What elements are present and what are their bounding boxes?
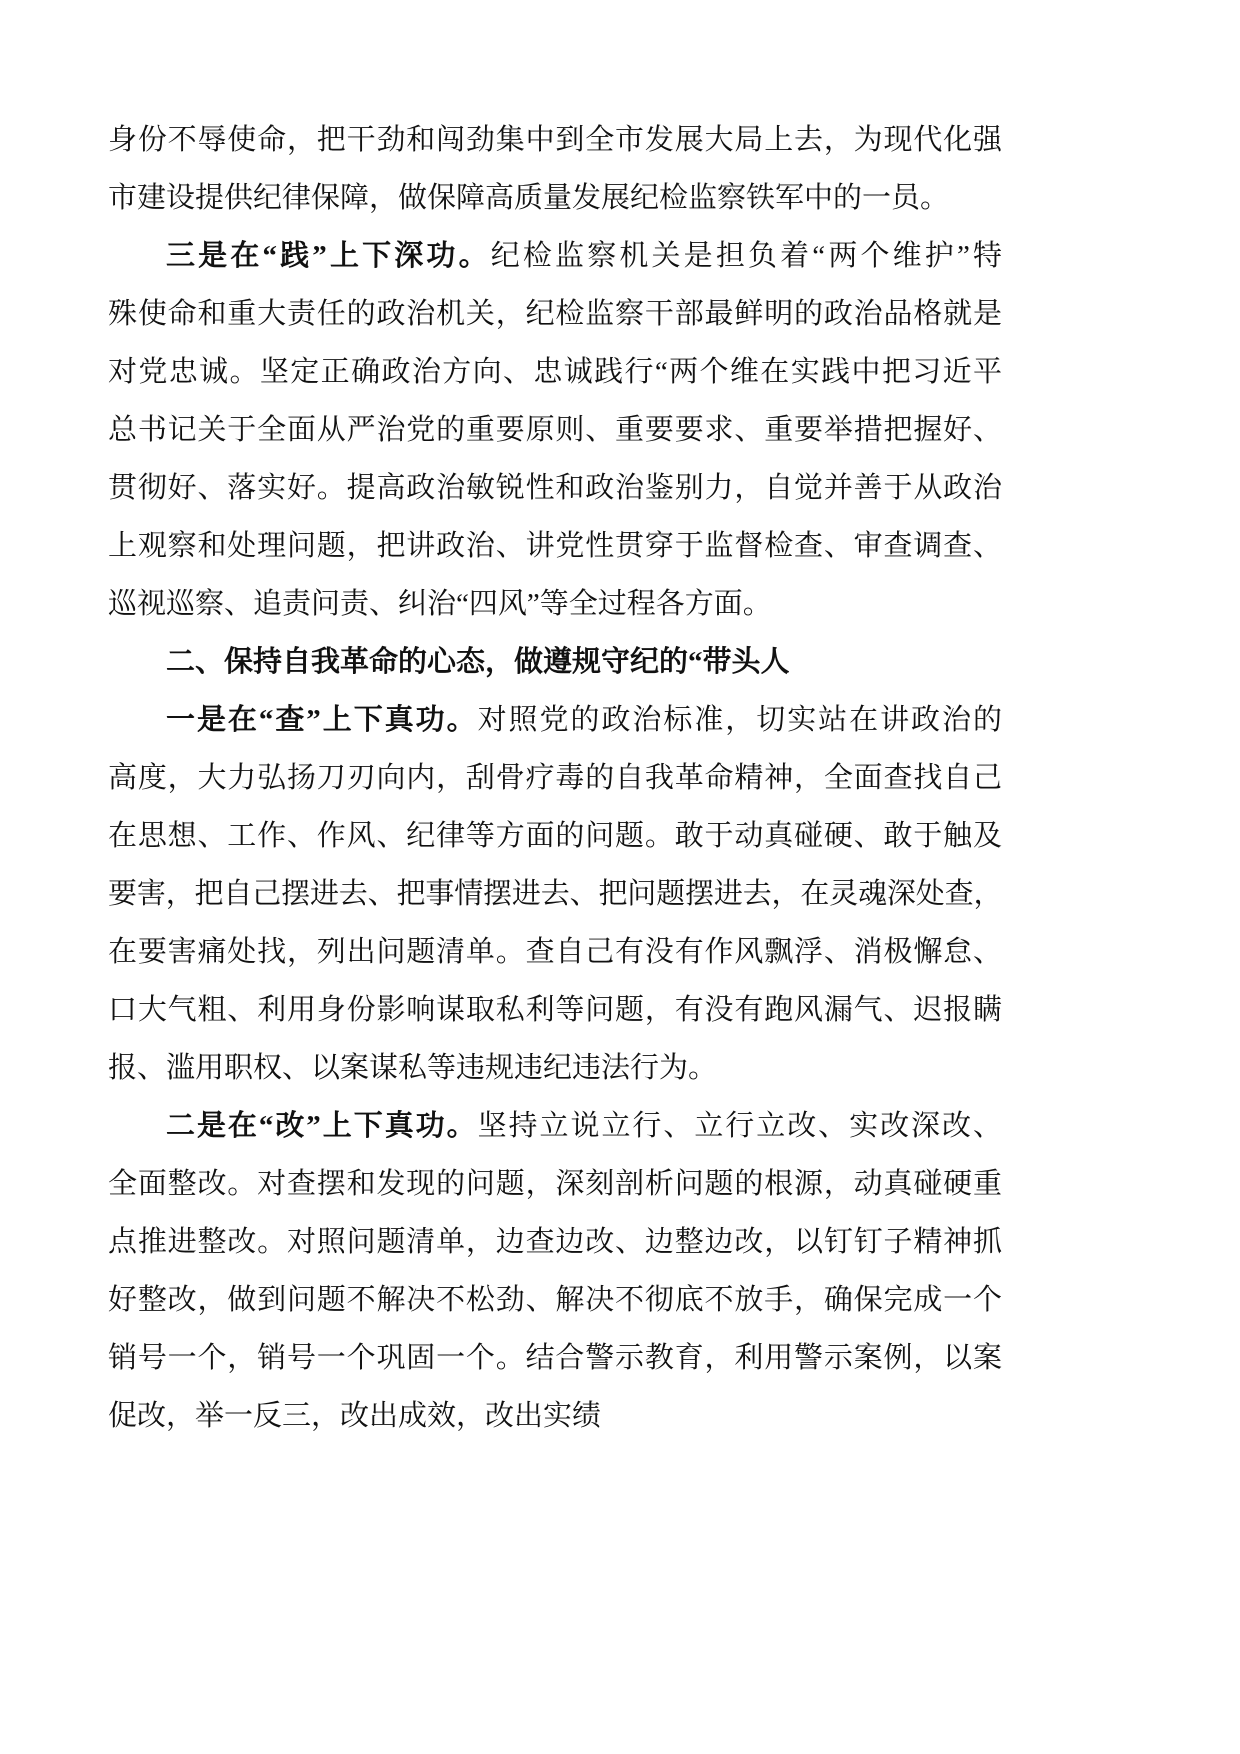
paragraph-jian [108,227,1002,633]
text-segment: 坚持立说立行、立行立改、实改深改、 [477,1110,1002,1142]
text-line: 总书记关于全面从严治党的重要原则、重要要求、重要举措把握好、 [108,414,1002,446]
text-line: 贯彻好、落实好。提高政治敏锐性和政治鉴别力，自觉并善于从政治 [108,472,1002,504]
text-line: 好整改，做到问题不解决不松劲、解决不彻底不放手，确保完成一个 [108,1284,1002,1316]
text-line: 在要害痛处找，列出问题清单。查自己有没有作风飘浮、消极懈怠、 [108,936,1002,968]
text-line: 点推进整改。对照问题清单，边查边改、边整边改，以钉钉子精神抓 [108,1226,1002,1258]
text-line: 在思想、工作、作风、纪律等方面的问题。敢于动真碰硬、敢于触及 [108,820,1002,852]
text-line [108,1097,1002,1155]
text-line: 市建设提供纪律保障，做保障高质量发展纪检监察铁军中的一员。 [108,182,950,214]
text-line: 报、滥用职权、以案谋私等违规违纪违法行为。 [108,1052,718,1084]
text-line: 要害，把自己摆进去、把事情摆进去、把问题摆进去，在灵魂深处查， [108,878,1002,910]
text-segment: 纪检监察机关是担负着“两个维护”特 [490,240,1002,272]
text-segment: 对照党的政治标准，切实站在讲政治的 [477,704,1002,736]
text-line: 对党忠诚。坚定正确政治方向、忠诚践行“两个维在实践中把习近平 [108,356,1002,388]
text-line: 身份不辱使命，把干劲和闯劲集中到全市发展大局上去，为现代化强 [108,124,1002,156]
section-heading: 二、保持自我革命的心态，做遵规守纪的“带头人 [166,646,790,678]
text-line: 巡视巡察、追责问责、纠治“四风”等全过程各方面。 [108,588,772,620]
text-line: 高度，大力弘扬刀刃向内，刮骨疗毒的自我革命精神，全面查找自己 [108,762,1002,794]
document-page [108,111,1002,1445]
text-line: 全面整改。对查摆和发现的问题，深刻剖析问题的根源，动真碰硬重 [108,1168,1002,1200]
text-line [108,691,1002,749]
text-line: 殊使命和重大责任的政治机关，纪检监察干部最鲜明的政治品格就是 [108,298,1002,330]
text-line [108,227,1002,285]
paragraph-cha [108,691,1002,1097]
paragraph-lead: 一是在“查”上下真功。 [166,704,478,736]
text-line: 销号一个，销号一个巩固一个。结合警示教育，利用警示案例，以案 [108,1342,1002,1374]
text-line: 促改，举一反三，改出成效，改出实绩 [108,1400,602,1432]
paragraph-lead: 三是在“践”上下深功。 [166,240,491,272]
paragraph-lead: 二是在“改”上下真功。 [166,1110,478,1142]
text-line: 上观察和处理问题，把讲政治、讲党性贯穿于监督检查、审查调查、 [108,530,1002,562]
text-line: 口大气粗、利用身份影响谋取私利等问题，有没有跑风漏气、迟报瞒 [108,994,1002,1026]
paragraph-gai [108,1097,1002,1445]
paragraph-continuation [108,111,1002,227]
